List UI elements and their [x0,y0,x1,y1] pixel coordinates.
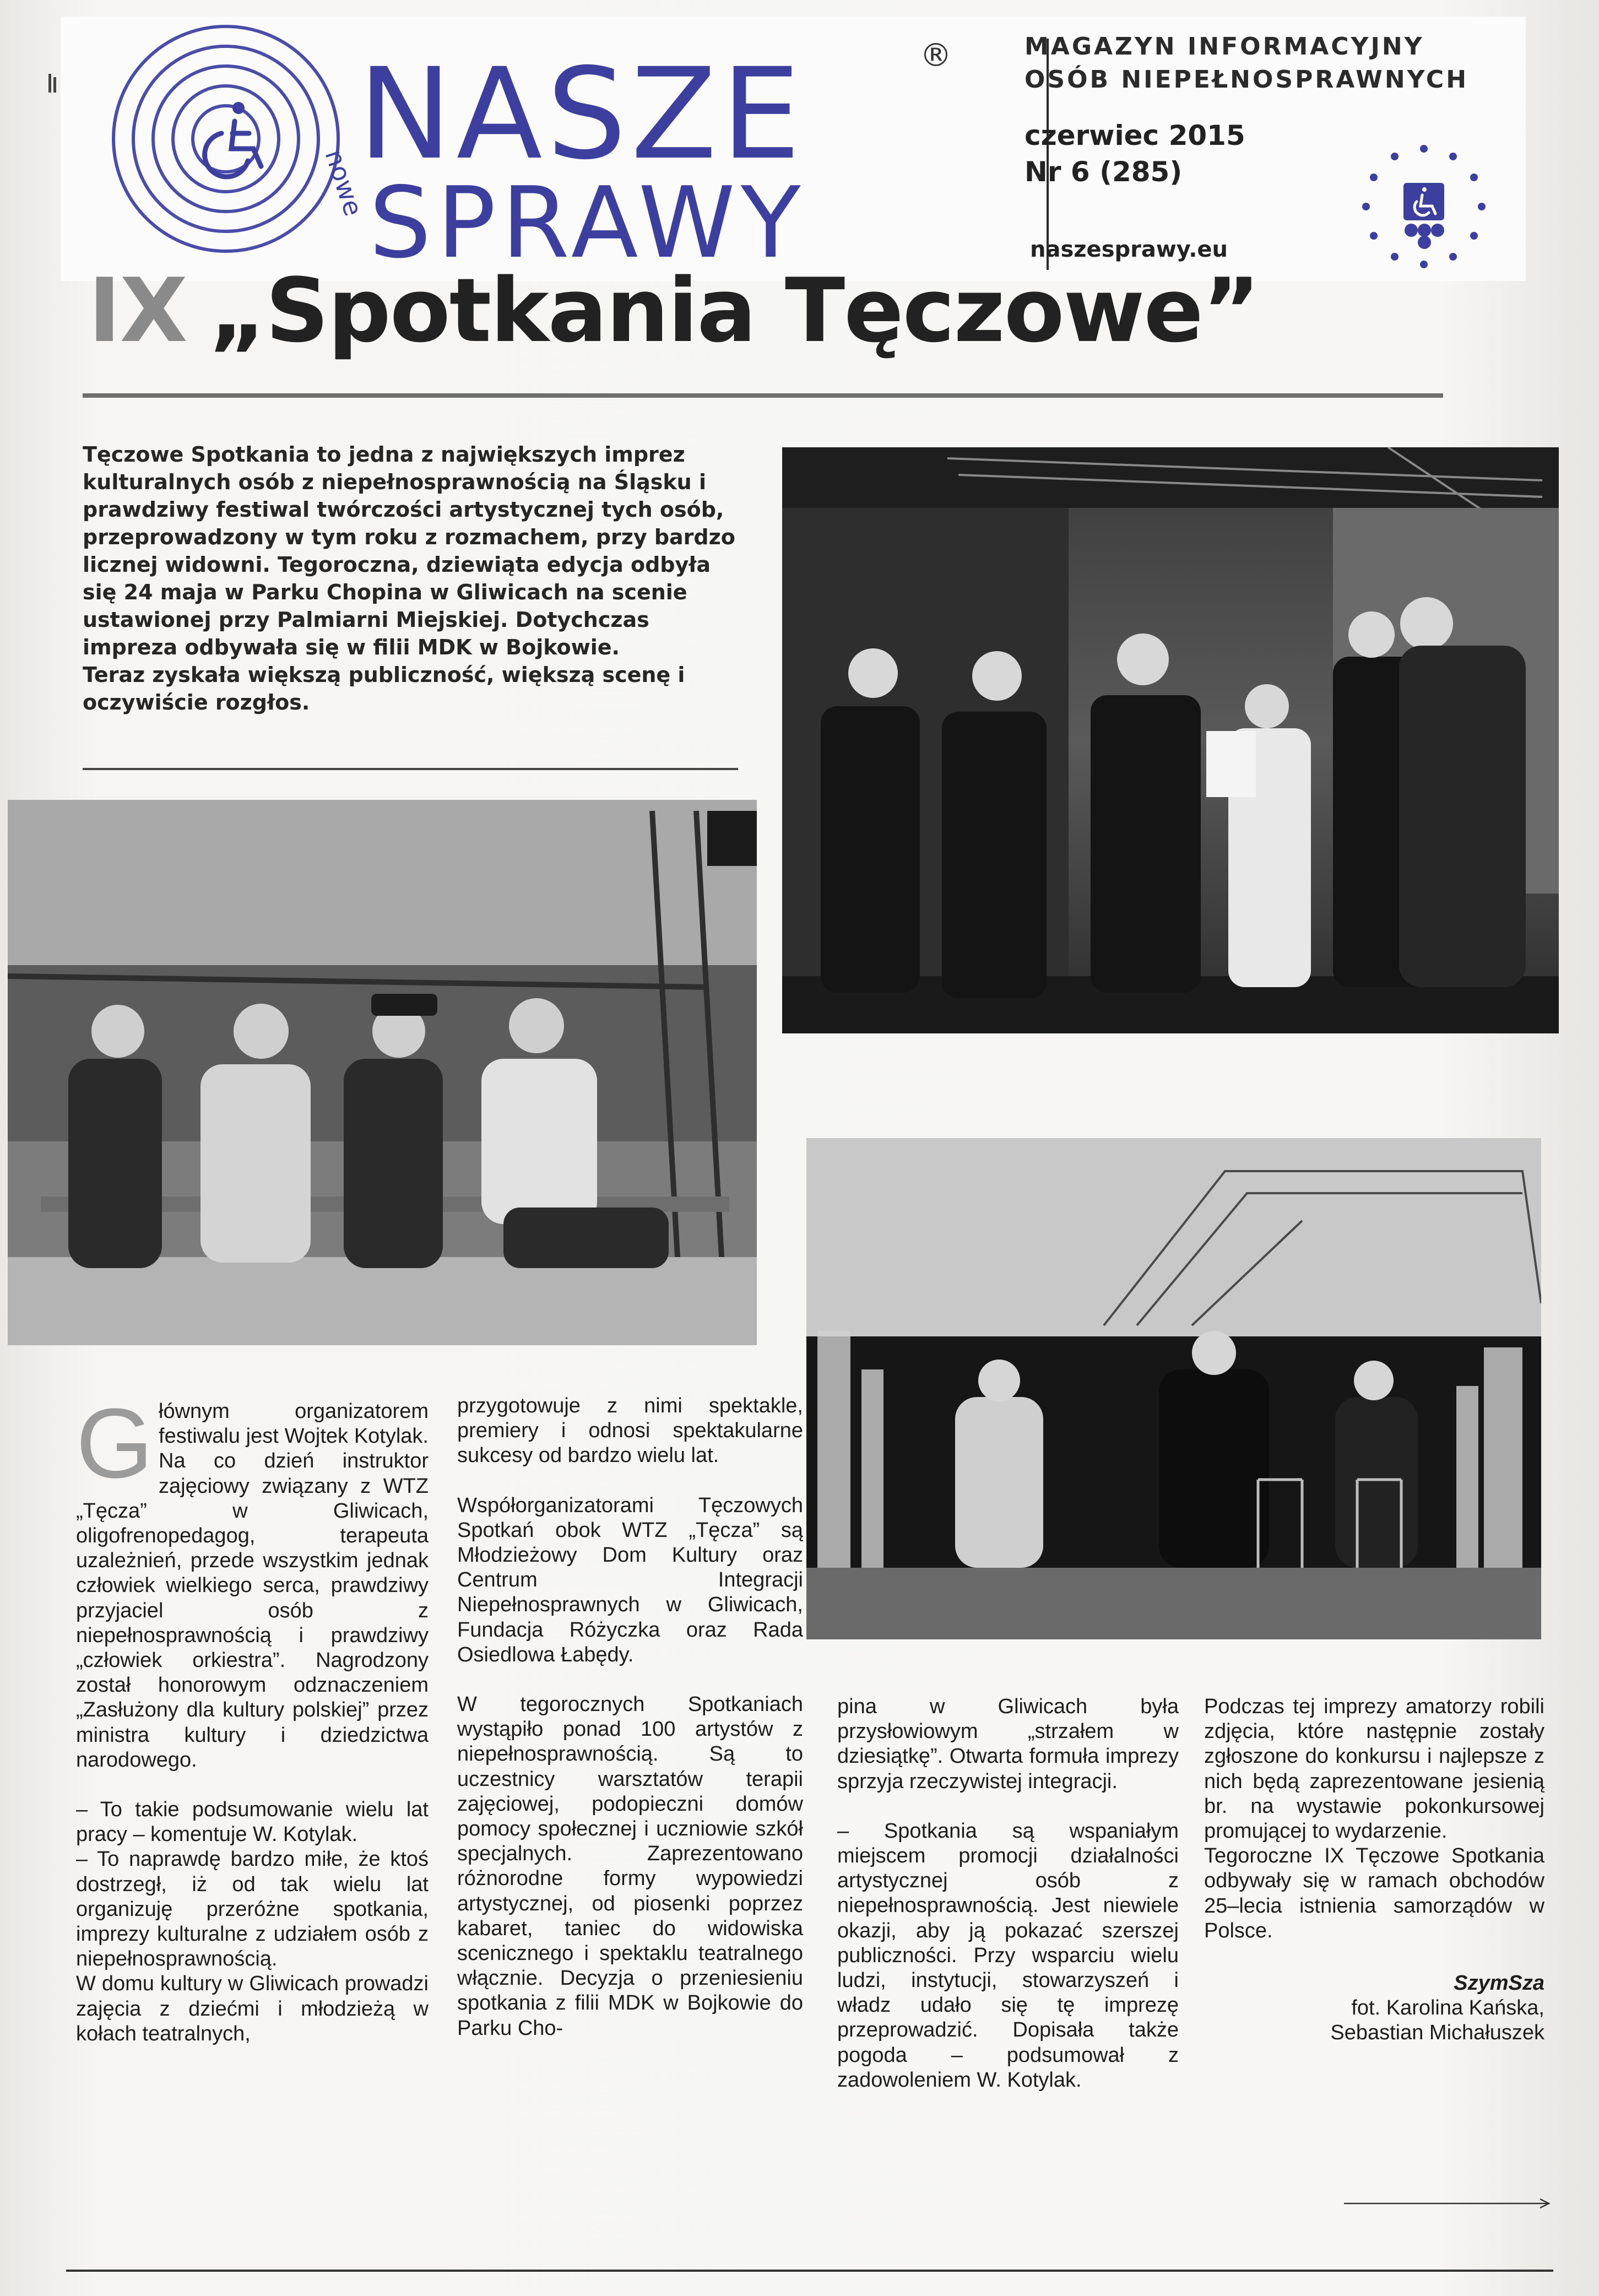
paragraph: – To takie podsumowanie wielu lat pracy – komentuje W. Kotylak. [76,1798,429,1846]
photo-stage-performance [806,1138,1541,1639]
article-column-3 [837,1694,1179,2118]
lead-paragraph: Teraz zyskała większą publiczność, większą scenę i oczywiście rozgłos. [83,663,685,714]
wheelchair-icon [205,102,261,177]
paragraph: Podczas tej imprezy amatorzy robili zdjęcia, które następnie zostały zgłoszone do konkursu i najlepsze z nich będą zaprezentowane jesienią br. na wystawie pokonkursowej promującej to wydarzenie. [1204,1695,1544,1843]
lead-paragraph: Tęczowe Spotkania to jedna z największych imprez kulturalnych osób z niepełnosprawnością na Śląsku i prawdziwy festiwal twórczości artystycznej tych osób, przeprowadzony w tym roku z rozmachem, przy bardzo licznej widowni. Tegoroczna, dziewiąta edycja odbyła się 24 maja w Parku Chopina w Gliwicach na scenie ustawionej przy Palmiarni Miejskiej. Dotychczas impreza odbywała się w filii MDK w Bojkowie. [83,442,735,659]
headline-roman-numeral: IX [88,259,187,362]
page-edge-mark [47,73,57,95]
author-signature: SzymSza [1454,1972,1544,1995]
paragraph: pina w Gliwicach była przysłowiowym „strzałem w dziesiątkę”. Otwarta formuła imprezy sprzyja rzeczywistej integracji. [837,1695,1179,1793]
headline-rule [83,393,1443,398]
paragraph: Tegoroczne IX Tęczowe Spotkania odbywały się w ramach obchodów 25–lecia istnienia samorządów w Polsce. [1204,1844,1544,1942]
article-column-1 [76,1388,429,2071]
article-lead [83,441,738,716]
photo-award-ceremony [782,447,1559,1033]
magazine-logo [72,17,1019,281]
paragraph [76,1388,429,1773]
paragraph: – Spotkania są wspaniałym miejscem promocji działalności artystycznej osób z niepełnosprawnością. Jest niewiele okazji, aby ją pokazać szerszej publiczności. Przy wsparciu wielu ludzi, instytucji, stowarzyszeń i władz udało się tę imprezę przeprowadzić. Dopisała także pogoda – podsumował z zadowoleniem W. Kotylak. [837,1819,1179,2092]
paragraph: W domu kultury w Gliwicach prowadzi zajęcia z dziećmi i młodzieżą w kołach teatralnych, [76,1972,429,2045]
logo-bottom-word: SPRAWY [369,166,806,280]
photo-credit: Sebastian Michałuszek [1330,2021,1544,2045]
continue-arrow-icon [1344,2198,1553,2209]
headline-title: „Spotkania Tęczowe” [208,259,1260,362]
registered-mark: ® [920,36,952,74]
paragraph: – To naprawdę bardzo miłe, że ktoś dostrzegł, iż od tak wielu lat organizuję przeróżne spotkania, imprezy kulturalne z udziałem osób z niepełnosprawnością. [76,1848,429,1971]
paragraph-text: łównym organizatorem festiwalu jest Wojtek Kotylak. Na co dzień instruktor zajęciowy związany z WTZ „Tęcza” w Gliwicach, oligofrenopedagog, terapeuta uzależnień, przede wszystkim jednak człowiek wielkiego serca, prawdziwy przyjaciel osób z niepełnosprawnością i prawdziwy „człowiek orkiestra”. Nagrodzony został honorowym odznaczeniem „Zasłużony dla kultury polskiej” przez ministra kultury i dziedzictwa narodowego. [76,1400,429,1772]
paragraph: przygotowuje z nimi spektakle, premiery i odnosi spektakularne sukcesy od bardzo wielu lat. [457,1394,803,1468]
article-column-2 [457,1394,803,2066]
drop-cap: G [76,1388,154,1499]
paragraph: W tegorocznych Spotkaniach wystąpiło ponad 100 artystów z niepełnosprawnością. Są to uczestnicy warsztatów terapii zajęciowej, podopieczni domów pomocy społecznej i uczniowie szkół specjalnych. Zaprezentowano różnorodne formy wypowiedzi artystycznej, od piosenki poprzez kabaret, taniec do widowiska scenicznego i spektaklu teatralnego włącznie. Decyzja o przeniesieniu spotkania z filii MDK w Bojkowie do Parku Cho- [457,1693,803,2040]
paragraph: Współorganizatorami Tęczowych Spotkań obok WTZ „Tęcza” są Młodzieżowy Dom Kultury oraz Centrum Integracji Niepełnosprawnych w Gliwicach, Fundacja Różyczka oraz Rada Osiedlowa Łabędy. [457,1493,803,1666]
issue-number: Nr 6 (285) [1025,156,1183,188]
article-headline [88,259,1410,362]
magazine-title: MAGAZYN INFORMACYJNY OSÓB NIEPEŁNOSPRAWNYCH [1025,33,1469,94]
lead-rule [83,768,738,770]
logo-small-text: nowe [319,145,368,220]
photo-audience-bench [8,800,757,1345]
article-column-4 [1204,1694,1544,2046]
website-url: naszesprawy.eu [1030,237,1228,262]
photo-credit: fot. Karolina Kańska, [1351,1996,1544,2020]
page-bottom-rule [66,2270,1553,2272]
logo-top-word: NASZE [358,41,805,187]
issue-date: czerwiec 2015 [1025,120,1245,151]
logo-rings [113,26,338,251]
